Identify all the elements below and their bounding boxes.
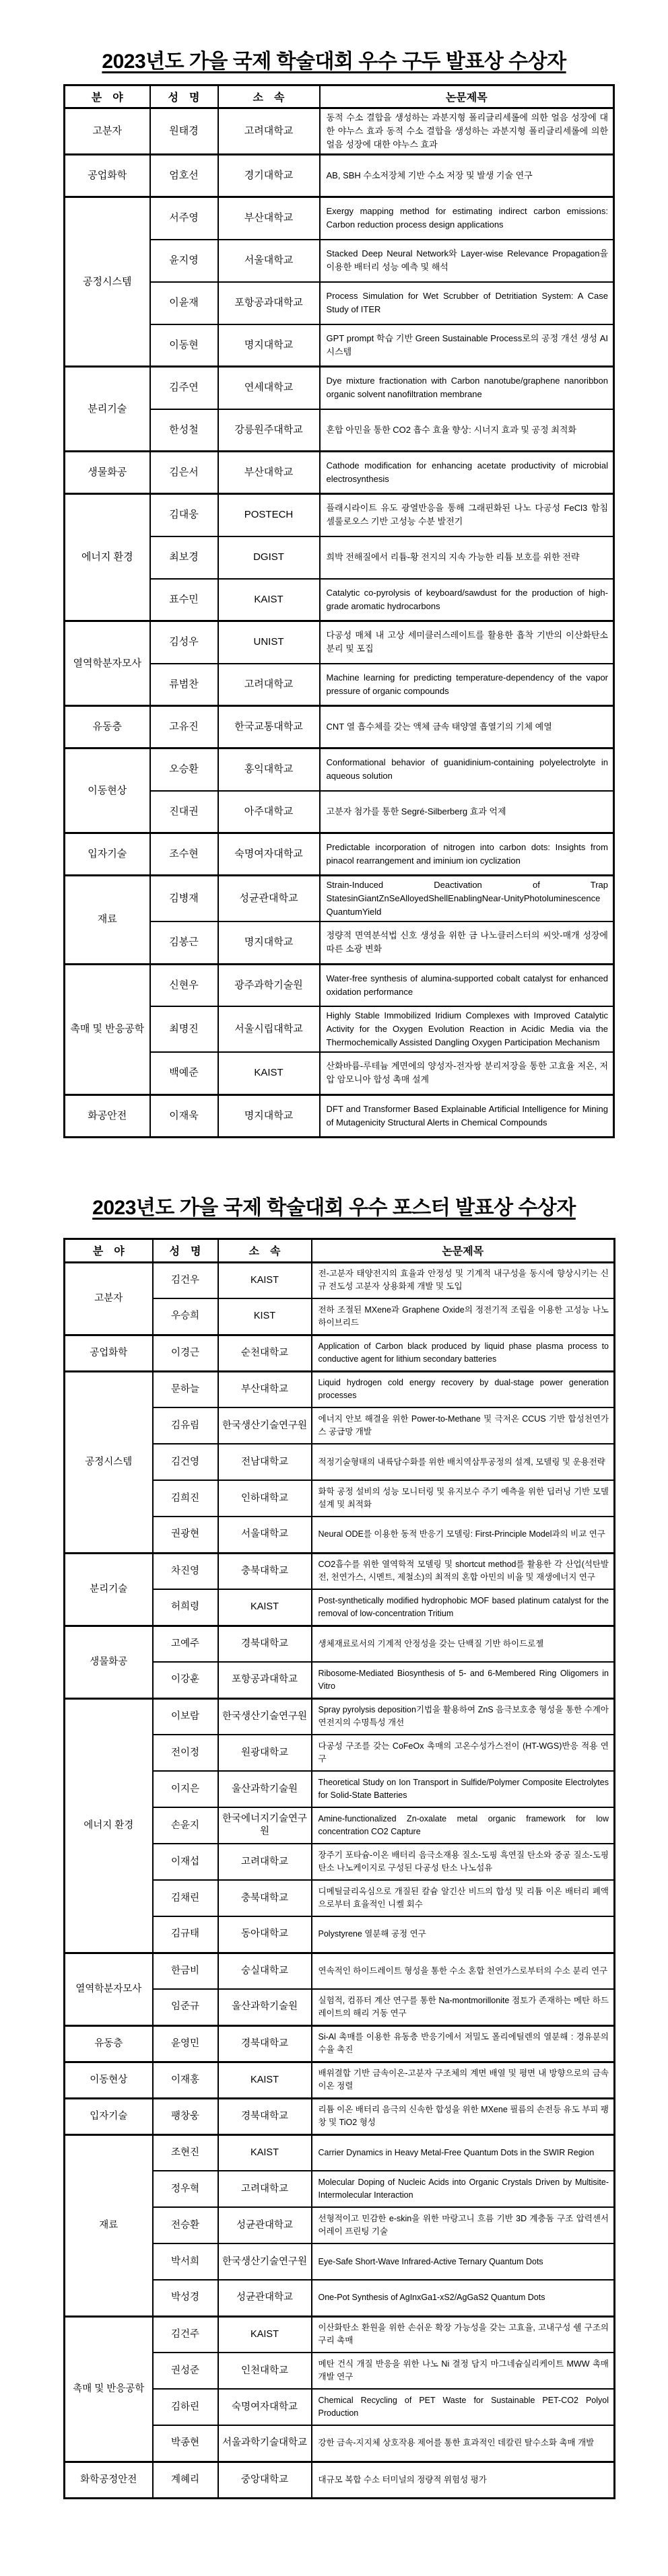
- name-cell: 조현진: [153, 2134, 218, 2171]
- field-cell: 에너지 환경: [65, 494, 150, 621]
- paper-title-cell: Highly Stable Immobilized Iridium Complexes with Improved Catalytic Activity for the Oxygen Evolution Reaction in Acidic Media via the Thermochemically Assisted Dangling Oxygen Participation Mechanism: [320, 1006, 614, 1052]
- name-cell: 김희진: [153, 1480, 218, 1517]
- name-cell: 최명진: [150, 1006, 218, 1052]
- name-cell: 이동현: [150, 324, 218, 367]
- affiliation-cell: 울산과학기술원: [218, 1771, 312, 1807]
- affiliation-cell: 고려대학교: [218, 2171, 312, 2207]
- paper-title-cell: Conformational behavior of guanidinium-containing polyelectrolyte in aqueous solution: [320, 749, 614, 791]
- affiliation-cell: 숙명여자대학교: [218, 833, 320, 876]
- field-cell: 유동층: [65, 2025, 153, 2062]
- name-cell: 김채린: [153, 1880, 218, 1916]
- name-cell: 김봉근: [150, 921, 218, 964]
- affiliation-cell: 홍익대학교: [218, 749, 320, 791]
- table-row: [65, 2025, 615, 2062]
- paper-title-cell: 선형적이고 민감한 e-skin을 위한 마랑고니 흐름 기반 3D 계층돔 구조 압력센서 어레이 프린팅 기술: [312, 2207, 615, 2243]
- name-cell: 이경근: [153, 1335, 218, 1371]
- name-cell: 진대권: [150, 791, 218, 833]
- paper-title-cell: One-Pot Synthesis of AgInxGa1-xS2/AgGaS2 Quantum Dots: [312, 2280, 615, 2316]
- affiliation-cell: 인천대학교: [218, 2353, 312, 2389]
- name-cell: 박서희: [153, 2243, 218, 2280]
- affiliation-cell: 인하대학교: [218, 1480, 312, 1517]
- field-cell: 분리기술: [65, 1553, 153, 1626]
- affiliation-cell: KAIST: [218, 1052, 320, 1094]
- paper-title-cell: 정량적 면역분석법 신호 생성을 위한 금 나노클러스터의 씨앗-매개 성장에 따른 소광 변화: [320, 921, 614, 964]
- affiliation-cell: 광주과학기술원: [218, 964, 320, 1006]
- name-cell: 임준규: [153, 1989, 218, 2025]
- field-cell: 열역학분자모사: [65, 621, 150, 706]
- name-cell: 이강훈: [153, 1662, 218, 1698]
- column-header-field: 분 야: [65, 85, 150, 108]
- paper-title-cell: Post-synthetically modified hydrophobic MOF based platinum catalyst for the removal of low-concentration Tritium: [312, 1589, 615, 1626]
- name-cell: 계혜리: [153, 2462, 218, 2498]
- table-row: [65, 706, 614, 749]
- header-row: [65, 1239, 615, 1262]
- name-cell: 권광현: [153, 1517, 218, 1553]
- paper-title-cell: 산화바륨-루테늄 계면에의 양성자-전자쌍 분리저장을 통한 고효율 저온, 저압 암모니아 합성 촉매 설계: [320, 1052, 614, 1094]
- paper-title-cell: Catalytic co-pyrolysis of keyboard/sawdust for the production of high-grade aromatic hydrocarbons: [320, 579, 614, 621]
- paper-title-cell: 에너지 안보 해결을 위한 Power-to-Methane 및 극저온 CCUS 기반 합성천연가스 공급망 개발: [312, 1407, 615, 1444]
- field-cell: 촉매 및 반응공학: [65, 2316, 153, 2462]
- paper-title-cell: 다공성 구조를 갖는 CoFeOx 촉매의 고온수성가스전이 (HT-WGS)반응 적용 연구: [312, 1735, 615, 1771]
- affiliation-cell: 명지대학교: [218, 921, 320, 964]
- name-cell: 전이정: [153, 1735, 218, 1771]
- name-cell: 김유림: [153, 1407, 218, 1444]
- table-row: [65, 2062, 615, 2098]
- affiliation-cell: 한국교통대학교: [218, 706, 320, 749]
- table-row: [65, 621, 614, 664]
- affiliation-cell: 포항공과대학교: [218, 282, 320, 324]
- affiliation-cell: 성균관대학교: [218, 876, 320, 922]
- affiliation-cell: 경북대학교: [218, 1626, 312, 1662]
- affiliation-cell: 고려대학교: [218, 664, 320, 706]
- paper-title-cell: Amine-functionalized Zn-oxalate metal organic framework for low concentration CO2 Capture: [312, 1807, 615, 1844]
- paper-title-cell: Eye-Safe Short-Wave Infrared-Active Ternary Quantum Dots: [312, 2243, 615, 2280]
- paper-title-cell: Carrier Dynamics in Heavy Metal-Free Quantum Dots in the SWIR Region: [312, 2134, 615, 2171]
- affiliation-cell: 고려대학교: [218, 1844, 312, 1880]
- paper-title-cell: Cathode modification for enhancing acetate productivity of microbial electrosynthesis: [320, 452, 614, 494]
- paper-title-cell: 전-고분자 태양전지의 효율과 안정성 및 기계적 내구성을 동시에 향상시키는 신규 전도성 고분자 상용화제 개발 및 도입: [312, 1262, 615, 1298]
- table-row: [65, 155, 614, 197]
- table-row: [65, 2098, 615, 2134]
- paper-title-cell: DFT and Transformer Based Explainable Artificial Intelligence for Mining of Mutagenicity Structural Alerts in Chemical Compounds: [320, 1094, 614, 1137]
- affiliation-cell: 강릉원주대학교: [218, 409, 320, 452]
- field-cell: 에너지 환경: [65, 1698, 153, 1953]
- paper-title-cell: 대규모 복합 수소 터미널의 정량적 위험성 평가: [312, 2462, 615, 2498]
- table-row: [65, 367, 614, 409]
- affiliation-cell: 아주대학교: [218, 791, 320, 833]
- affiliation-cell: KAIST: [218, 1262, 312, 1298]
- paper-title-cell: 다공성 매체 내 고상 세미클러스레이트를 활용한 흡착 기반의 이산화탄소 분리 및 포집: [320, 621, 614, 664]
- paper-title-cell: CNT 열 흡수체를 갖는 액체 금속 태양열 흡열기의 기체 예열: [320, 706, 614, 749]
- name-cell: 전승환: [153, 2207, 218, 2243]
- name-cell: 우승희: [153, 1298, 218, 1335]
- affiliation-cell: 성균관대학교: [218, 2207, 312, 2243]
- paper-title-cell: 디메틸글리옥심으로 개질된 칼슘 알긴산 비드의 합성 및 리튬 이온 배터리 폐액으로부터 효율적인 니켈 회수: [312, 1880, 615, 1916]
- paper-title-cell: 동적 수소 결합을 생성하는 과분지형 폴리글리세롤에 의한 얼음 성장에 대한 야누스 효과 동적 수소 결합을 생성하는 과분지형 폴리글리세롤에 의한 얼음 성장에 대한 야누스 효과: [320, 108, 614, 155]
- affiliation-cell: KIST: [218, 1298, 312, 1335]
- paper-title-cell: Chemical Recycling of PET Waste for Sustainable PET-CO2 Polyol Production: [312, 2389, 615, 2425]
- paper-title-cell: 희박 전해질에서 리튬-황 전지의 지속 가능한 리튬 보호를 위한 전략: [320, 536, 614, 579]
- paper-title-cell: Dye mixture fractionation with Carbon nanotube/graphene nanoribbon organic solvent nanofiltration membrane: [320, 367, 614, 409]
- name-cell: 오승환: [150, 749, 218, 791]
- paper-title-cell: 강한 금속-지지체 상호작용 제어를 통한 효과적인 데칼린 탈수소화 촉매 개발: [312, 2425, 615, 2462]
- name-cell: 고유진: [150, 706, 218, 749]
- name-cell: 김건우: [153, 1262, 218, 1298]
- column-header-paper-title: 논문제목: [312, 1239, 615, 1262]
- paper-title-cell: GPT prompt 학습 기반 Green Sustainable Process로의 공정 개선 생성 AI 시스템: [320, 324, 614, 367]
- name-cell: 김병재: [150, 876, 218, 922]
- field-cell: 입자기술: [65, 2098, 153, 2134]
- field-cell: 분리기술: [65, 367, 150, 452]
- affiliation-cell: 충북대학교: [218, 1553, 312, 1589]
- affiliation-cell: 원광대학교: [218, 1735, 312, 1771]
- name-cell: 김하린: [153, 2389, 218, 2425]
- name-cell: 김대웅: [150, 494, 218, 536]
- field-cell: 공업화학: [65, 1335, 153, 1371]
- table-row: [65, 749, 614, 791]
- paper-title-cell: Neural ODE를 이용한 동적 반응기 모델링: First-Principle Model과의 비교 연구: [312, 1517, 615, 1553]
- paper-title-cell: Process Simulation for Wet Scrubber of Detritiation System: A Case Study of ITER: [320, 282, 614, 324]
- column-header-paper-title: 논문제목: [320, 85, 614, 108]
- paper-title-cell: Polystyrene 열분해 공정 연구: [312, 1916, 615, 1953]
- table-row: [65, 1335, 615, 1371]
- affiliation-cell: 전남대학교: [218, 1444, 312, 1480]
- affiliation-cell: 한국생산기술연구원: [218, 1698, 312, 1735]
- name-cell: 이재욱: [150, 1094, 218, 1137]
- name-cell: 김주연: [150, 367, 218, 409]
- paper-title-cell: Application of Carbon black produced by liquid phase plasma process to conductive agent for lithium secondary batteries: [312, 1335, 615, 1371]
- affiliation-cell: 포항공과대학교: [218, 1662, 312, 1698]
- name-cell: 최보경: [150, 536, 218, 579]
- name-cell: 이재섭: [153, 1844, 218, 1880]
- table-row: [65, 833, 614, 876]
- column-header-affiliation: 소 속: [218, 85, 320, 108]
- table-row: [65, 1626, 615, 1662]
- affiliation-cell: 서울대학교: [218, 240, 320, 282]
- field-cell: 고분자: [65, 108, 150, 155]
- paper-title-cell: 장주기 포타슘-이온 배터리 음극소재용 질소-도핑 흑연질 탄소와 중공 질소-도핑 탄소 나노케이지로 구성된 다공성 탄소 나노섬유: [312, 1844, 615, 1880]
- affiliation-cell: 명지대학교: [218, 324, 320, 367]
- field-cell: 공정시스템: [65, 197, 150, 367]
- affiliation-cell: 고려대학교: [218, 108, 320, 155]
- affiliation-cell: DGIST: [218, 536, 320, 579]
- paper-title-cell: AB, SBH 수소저장체 기반 수소 저장 및 발생 기술 연구: [320, 155, 614, 197]
- table-row: [65, 1698, 615, 1735]
- name-cell: 김건주: [153, 2316, 218, 2353]
- paper-title-cell: 이산화탄소 환원을 위한 손쉬운 확장 가능성을 갖는 고효율, 고내구성 쉘 구조의 구리 촉매: [312, 2316, 615, 2353]
- column-header-name: 성 명: [150, 85, 218, 108]
- affiliation-cell: 충북대학교: [218, 1880, 312, 1916]
- paper-title-cell: Stacked Deep Neural Network와 Layer-wise Relevance Propagation을 이용한 배터리 성능 예측 및 해석: [320, 240, 614, 282]
- affiliation-cell: 서울시립대학교: [218, 1006, 320, 1052]
- paper-title-cell: 화학 공정 설비의 성능 모니터링 및 유지보수 주기 예측을 위한 딥러닝 기반 모델 설계 및 최적화: [312, 1480, 615, 1517]
- table-row: [65, 1262, 615, 1298]
- affiliation-cell: 순천대학교: [218, 1335, 312, 1371]
- field-cell: 고분자: [65, 1262, 153, 1335]
- affiliation-cell: 서울과학기술대학교: [218, 2425, 312, 2462]
- affiliation-cell: 숭실대학교: [218, 1953, 312, 1989]
- affiliation-cell: UNIST: [218, 621, 320, 664]
- name-cell: 한금비: [153, 1953, 218, 1989]
- field-cell: 화공안전: [65, 1094, 150, 1137]
- name-cell: 문하늘: [153, 1371, 218, 1407]
- field-cell: 유동층: [65, 706, 150, 749]
- field-cell: 공업화학: [65, 155, 150, 197]
- name-cell: 엄호선: [150, 155, 218, 197]
- affiliation-cell: KAIST: [218, 1589, 312, 1626]
- table-row: [65, 197, 614, 240]
- field-cell: 생물화공: [65, 1626, 153, 1698]
- table-row: [65, 1094, 614, 1137]
- table-row: [65, 876, 614, 922]
- name-cell: 고예주: [153, 1626, 218, 1662]
- oral-award-title: 2023년도 가을 국제 학술대회 우수 구두 발표상 수상자: [102, 50, 566, 73]
- paper-title-cell: 생체재료로서의 기계적 안정성을 갖는 단백질 기반 하이드로젤: [312, 1626, 615, 1662]
- name-cell: 차진영: [153, 1553, 218, 1589]
- affiliation-cell: KAIST: [218, 579, 320, 621]
- table-row: [65, 1553, 615, 1589]
- affiliation-cell: 경북대학교: [218, 2025, 312, 2062]
- paper-title-cell: 적정기술형태의 내륙담수화를 위한 배치역삼투공정의 설계, 모델링 및 운용전략: [312, 1444, 615, 1480]
- name-cell: 김성우: [150, 621, 218, 664]
- name-cell: 조수현: [150, 833, 218, 876]
- field-cell: 재료: [65, 2134, 153, 2316]
- paper-title-cell: 배위결합 기반 금속이온-고분자 구조체의 계면 배열 및 평면 내 방향으로의 금속이온 정렬: [312, 2062, 615, 2098]
- name-cell: 이보람: [153, 1698, 218, 1735]
- name-cell: 신현우: [150, 964, 218, 1006]
- table-row: [65, 2316, 615, 2353]
- paper-title-cell: Exergy mapping method for estimating indirect carbon emissions: Carbon reduction process design applications: [320, 197, 614, 240]
- affiliation-cell: 중앙대학교: [218, 2462, 312, 2498]
- name-cell: 윤지영: [150, 240, 218, 282]
- paper-title-cell: Theoretical Study on Ion Transport in Sulfide/Polymer Composite Electrolytes for Solid-State Batteries: [312, 1771, 615, 1807]
- name-cell: 손윤지: [153, 1807, 218, 1844]
- name-cell: 백예준: [150, 1052, 218, 1094]
- column-header-affiliation: 소 속: [218, 1239, 312, 1262]
- name-cell: 윤영민: [153, 2025, 218, 2062]
- affiliation-cell: 경기대학교: [218, 155, 320, 197]
- name-cell: 팽창웅: [153, 2098, 218, 2134]
- table-row: [65, 1953, 615, 1989]
- name-cell: 한성철: [150, 409, 218, 452]
- field-cell: 재료: [65, 876, 150, 965]
- name-cell: 이재홍: [153, 2062, 218, 2098]
- paper-title-cell: 연속적인 하이드레이트 형성을 통한 수소 혼합 천연가스로부터의 수소 분리 연구: [312, 1953, 615, 1989]
- affiliation-cell: 부산대학교: [218, 452, 320, 494]
- paper-title-cell: Si-Al 촉매를 이용한 유동층 반응기에서 저밀도 폴리에틸렌의 열분해 : 경유분의 수율 촉진: [312, 2025, 615, 2062]
- paper-title-cell: 메탄 건식 개질 반응을 위한 나노 Ni 결정 담지 마그네슘실리케이트 MWW 촉매 개발 연구: [312, 2353, 615, 2389]
- affiliation-cell: 명지대학교: [218, 1094, 320, 1137]
- column-header-field: 분 야: [65, 1239, 153, 1262]
- table-row: [65, 452, 614, 494]
- paper-title-cell: 플래시라이트 유도 광열반응을 통해 그래핀화된 나노 다공성 FeCl3 함침 셀룰로오스 기반 고성능 수분 발전기: [320, 494, 614, 536]
- paper-title-cell: CO2흡수를 위한 열역학적 모델링 및 shortcut method를 활용한 각 산업(석탄발전, 천연가스, 시멘트, 제철소)의 최적의 혼합 아민의 비율 및 재생에너지 연구: [312, 1553, 615, 1589]
- name-cell: 원태경: [150, 108, 218, 155]
- oral-award-table: [63, 84, 615, 1138]
- affiliation-cell: KAIST: [218, 2062, 312, 2098]
- field-cell: 화학공정안전: [65, 2462, 153, 2498]
- name-cell: 김건영: [153, 1444, 218, 1480]
- header-row: [65, 85, 614, 108]
- name-cell: 서주영: [150, 197, 218, 240]
- paper-title-cell: Liquid hydrogen cold energy recovery by dual-stage power generation processes: [312, 1371, 615, 1407]
- name-cell: 박성경: [153, 2280, 218, 2316]
- paper-title-cell: Spray pyrolysis deposition기법을 활용하여 ZnS 음극보호층 형성을 통한 수계아연전지의 수명특성 개선: [312, 1698, 615, 1735]
- name-cell: 이윤재: [150, 282, 218, 324]
- field-cell: 열역학분자모사: [65, 1953, 153, 2025]
- affiliation-cell: 부산대학교: [218, 1371, 312, 1407]
- affiliation-cell: 연세대학교: [218, 367, 320, 409]
- paper-title-cell: 전하 조절된 MXene과 Graphene Oxide의 정전기적 조립을 이용한 고성능 나노 하이브리드: [312, 1298, 615, 1335]
- name-cell: 류범찬: [150, 664, 218, 706]
- field-cell: 이동현상: [65, 749, 150, 833]
- paper-title-cell: Ribosome-Mediated Biosynthesis of 5- and 6-Membered Ring Oligomers in Vitro: [312, 1662, 615, 1698]
- name-cell: 김규태: [153, 1916, 218, 1953]
- poster-award-title: 2023년도 가을 국제 학술대회 우수 포스터 발표상 수상자: [92, 1196, 576, 1219]
- table-row: [65, 494, 614, 536]
- affiliation-cell: POSTECH: [218, 494, 320, 536]
- paper-title-cell: 리튬 이온 배터리 음극의 신속한 합성을 위한 MXene 필름의 손전등 유도 부피 팽창 및 TiO2 형성: [312, 2098, 615, 2134]
- name-cell: 허희령: [153, 1589, 218, 1626]
- name-cell: 권성준: [153, 2353, 218, 2389]
- affiliation-cell: 숙명여자대학교: [218, 2389, 312, 2425]
- poster-award-table: [63, 1238, 615, 2499]
- affiliation-cell: 울산과학기술원: [218, 1989, 312, 2025]
- affiliation-cell: 한국생산기술연구원: [218, 2243, 312, 2280]
- paper-title-cell: 고분자 첨가를 통한 Segré-Silberberg 효과 억제: [320, 791, 614, 833]
- name-cell: 이지은: [153, 1771, 218, 1807]
- table-row: [65, 964, 614, 1006]
- paper-title-cell: 혼합 아민을 통한 CO2 흡수 효율 향상: 시너지 효과 및 공정 최적화: [320, 409, 614, 452]
- affiliation-cell: 한국에너지기술연구원: [218, 1807, 312, 1844]
- paper-title-cell: 실험적, 컴퓨터 계산 연구를 통한 Na-montmorillonite 점토가 존재하는 메탄 하드레이트의 해리 거동 연구: [312, 1989, 615, 2025]
- paper-title-cell: Molecular Doping of Nucleic Acids into Organic Crystals Driven by Multisite-Intermolecular Interaction: [312, 2171, 615, 2207]
- table-row: [65, 2134, 615, 2171]
- name-cell: 김은서: [150, 452, 218, 494]
- field-cell: 촉매 및 반응공학: [65, 964, 150, 1094]
- field-cell: 이동현상: [65, 2062, 153, 2098]
- affiliation-cell: 경북대학교: [218, 2098, 312, 2134]
- affiliation-cell: 서울대학교: [218, 1517, 312, 1553]
- paper-title-cell: Strain-Induced Deactivation of Trap StatesinGiantZnSeAlloyedShellEnablingNear-UnityPhotoluminescence QuantumYield: [320, 876, 614, 922]
- affiliation-cell: 성균관대학교: [218, 2280, 312, 2316]
- affiliation-cell: 부산대학교: [218, 197, 320, 240]
- name-cell: 박종현: [153, 2425, 218, 2462]
- column-header-name: 성 명: [153, 1239, 218, 1262]
- paper-title-cell: Water-free synthesis of alumina-supported cobalt catalyst for enhanced oxidation performance: [320, 964, 614, 1006]
- name-cell: 정우혁: [153, 2171, 218, 2207]
- table-row: [65, 108, 614, 155]
- table-row: [65, 2462, 615, 2498]
- affiliation-cell: 한국생산기술연구원: [218, 1407, 312, 1444]
- affiliation-cell: 동아대학교: [218, 1916, 312, 1953]
- table-row: [65, 1371, 615, 1407]
- affiliation-cell: KAIST: [218, 2316, 312, 2353]
- name-cell: 표수민: [150, 579, 218, 621]
- paper-title-cell: Machine learning for predicting temperature-dependency of the vapor pressure of organic compounds: [320, 664, 614, 706]
- field-cell: 생물화공: [65, 452, 150, 494]
- field-cell: 입자기술: [65, 833, 150, 876]
- field-cell: 공정시스템: [65, 1371, 153, 1553]
- paper-title-cell: Predictable incorporation of nitrogen into carbon dots: Insights from pinacol rearrangement and iminium ion cyclization: [320, 833, 614, 876]
- affiliation-cell: KAIST: [218, 2134, 312, 2171]
